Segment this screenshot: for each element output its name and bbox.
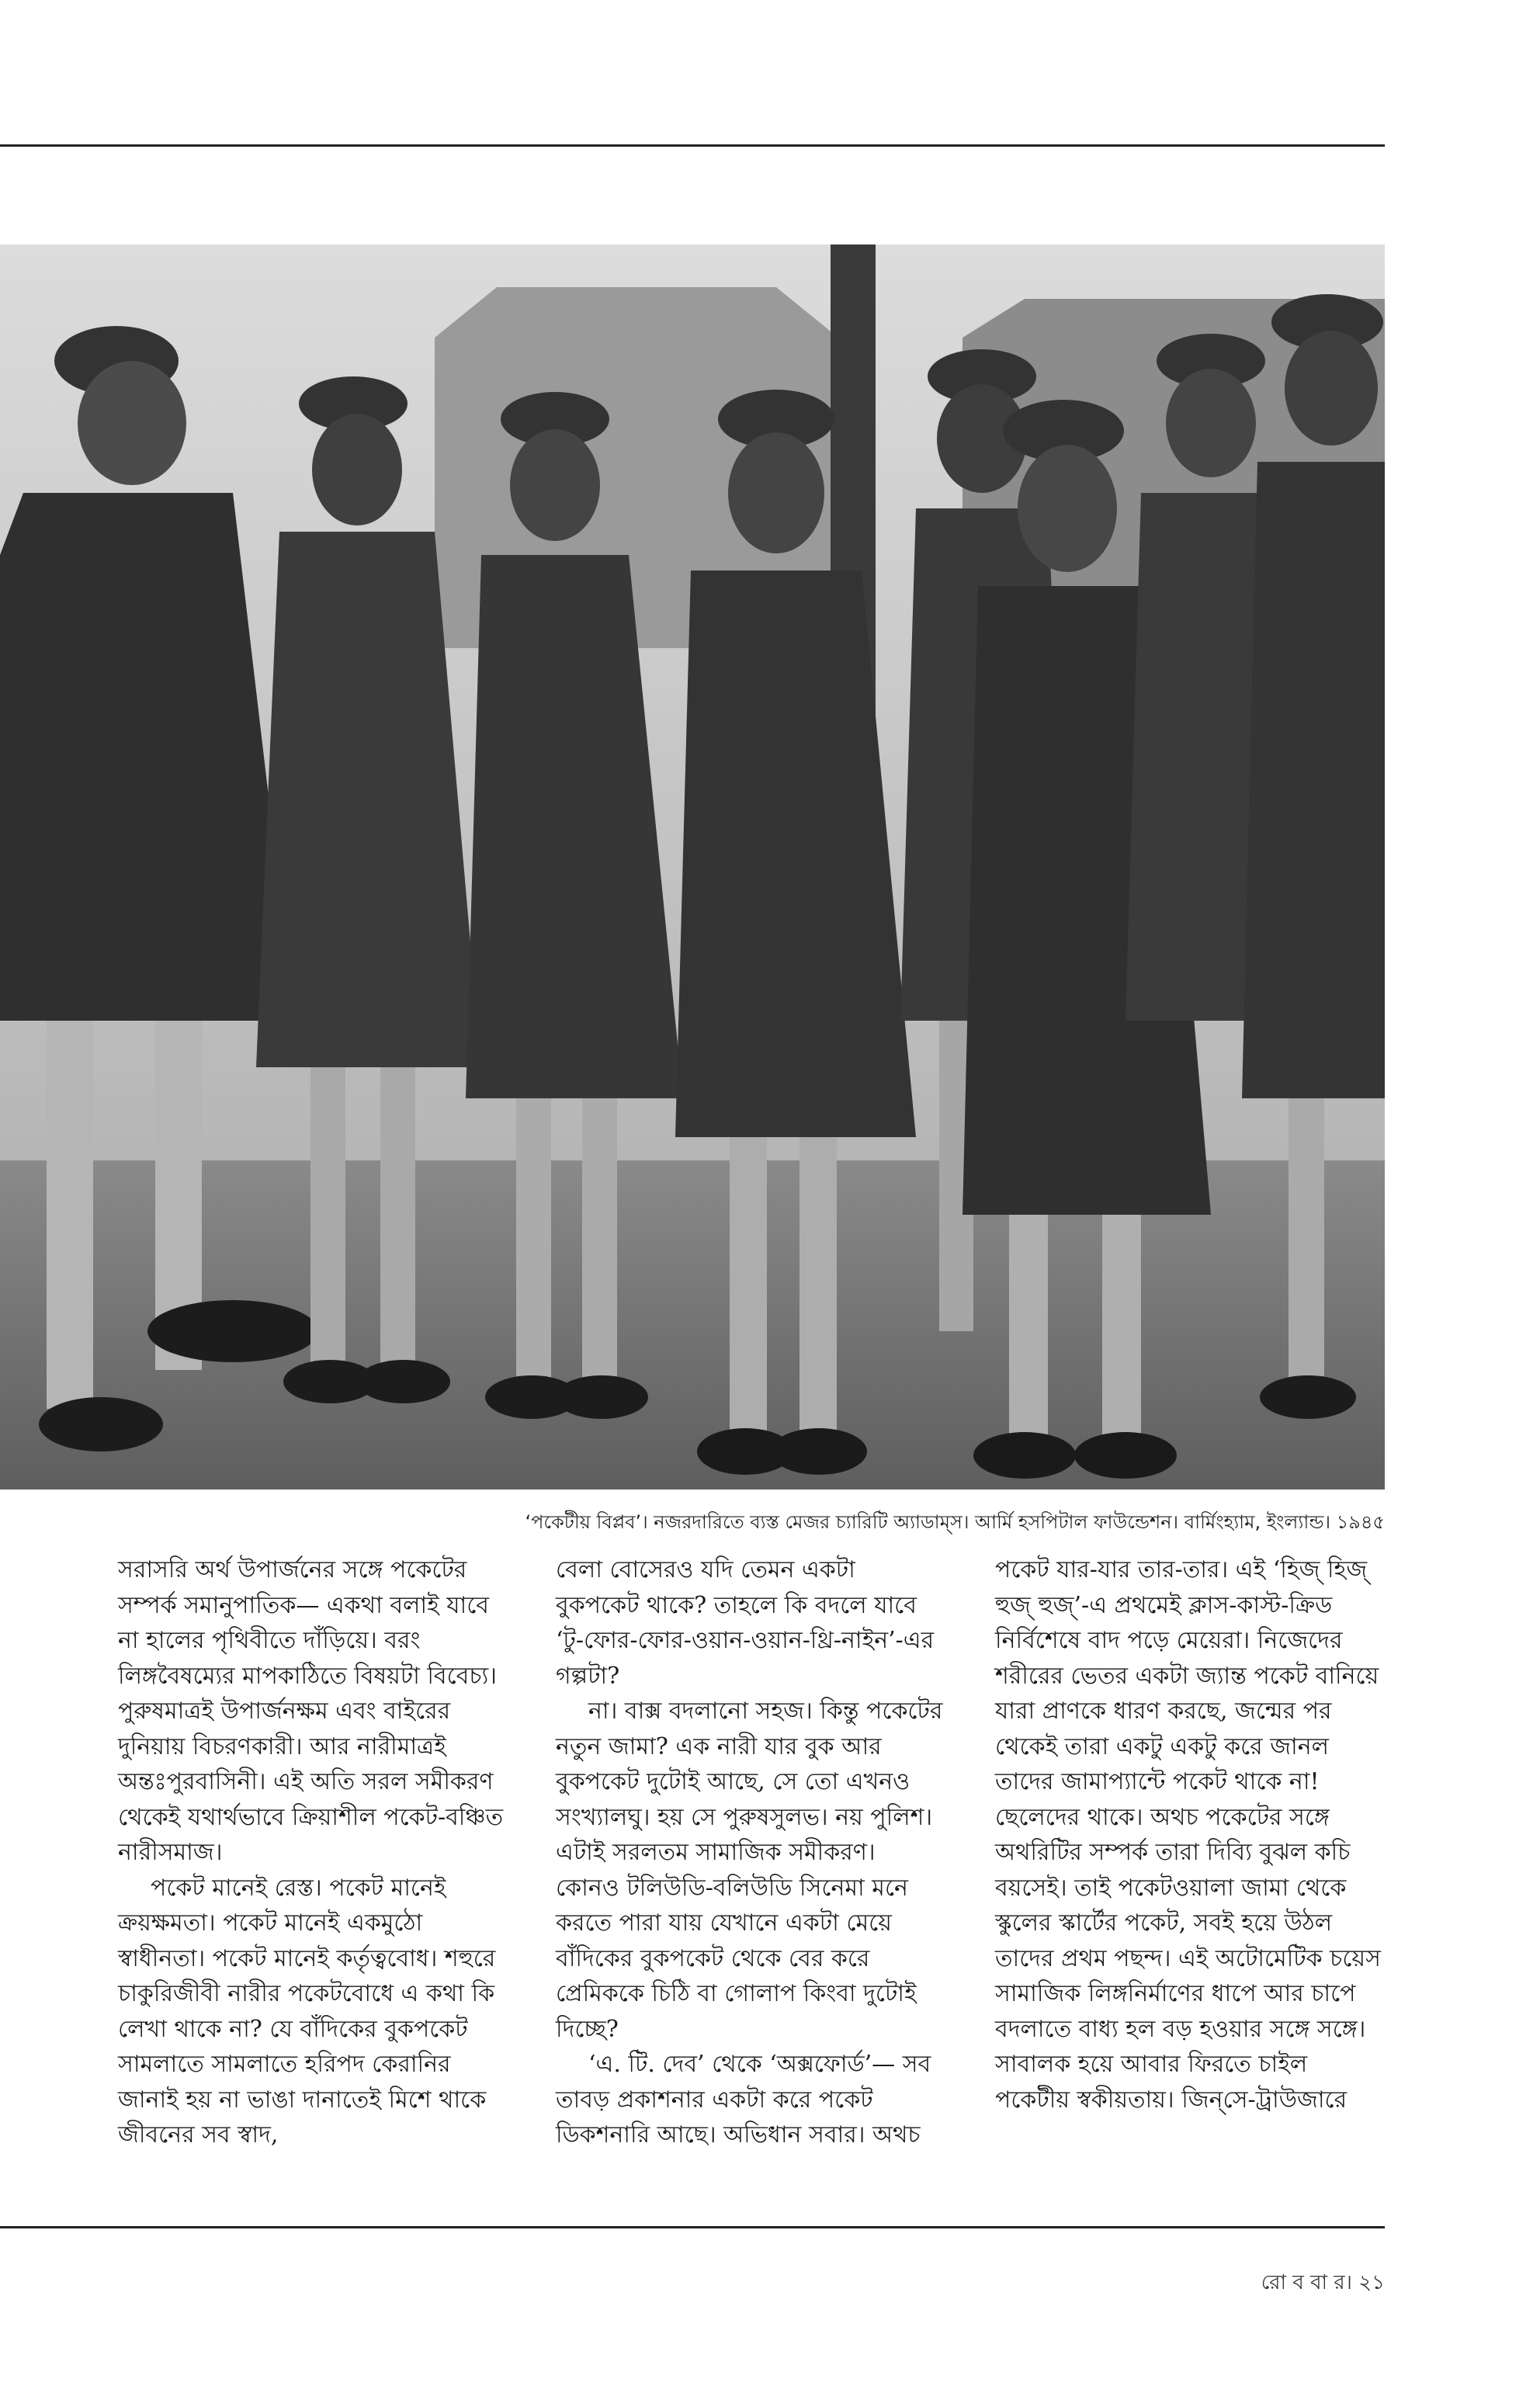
text-column-1: [118, 1552, 506, 2153]
photo-illustration: [0, 245, 1385, 1490]
photo-uniformed-women: [0, 245, 1385, 1490]
photo-caption: ‘পকেটীয় বিপ্লব’। নজরদারিতে ব্যস্ত মেজর চ্যারিটি অ্যাডাম্‌স। আর্মি হসপিটাল ফাউন্ডেশন। বার্মিংহ্যাম, ইংল্যান্ড। ১৯৪৫: [525, 1511, 1385, 1533]
text-column-2: [556, 1552, 944, 2153]
paragraph: ‘এ. টি. দেব’ থেকে ‘অক্সফোর্ড’— সব তাবড় প্রকাশনার একটা করে পকেট ডিকশনারি আছে। অভিধান সবার। অথচ: [556, 2051, 931, 2148]
paragraph: পকেট যার-যার তার-তার। এই ‘হিজ্ হিজ্ হুজ্ হুজ্’-এ প্রথমেই ক্লাস-কাস্ট-ক্রিড নির্বিশেষে বাদ পড়ে মেয়েরা। নিজেদের শরীরের ভেতর একটা জ্যান্ত পকেট বানিয়ে যারা প্রাণকে ধারণ করছে, জন্মের পর থেকেই তারা একটু একটু করে জানল তাদের জামাপ্যান্টে পকেট থাকে না! ছেলেদের থাকে। অথচ পকেটের সঙ্গে অথরিটির সম্পর্ক তারা দিব্যি বুঝল কচি বয়সেই। তাই পকেটওয়ালা জামা থেকে স্কুলের স্কার্টের পকেট, সবই হয়ে উঠল তাদের প্রথম পছন্দ। এই অটোমেটিক চয়েস সামাজিক লিঙ্গনির্মাণের ধাপে আর চাপে বদলাতে বাধ্য হল বড় হওয়ার সঙ্গে সঙ্গে। সাবালক হয়ে আবার ফিরতে চাইল পকেটীয় স্বকীয়তায়। জিন্‌সে-ট্রাউজারে: [995, 1556, 1381, 2114]
text-column-3: [995, 1552, 1383, 2117]
paragraph: না। বাক্স বদলানো সহজ। কিন্তু পকেটের নতুন জামা? এক নারী যার বুক আর বুকপকেট দুটোই আছে, সে তো এখনও সংখ্যালঘু। হয় সে পুরুষসুলভ। নয় পুলিশ। এটাই সরলতম সামাজিক সমীকরণ। কোনও টলিউডি-বলিউডি সিনেমা মনে করতে পারা যায় যেখানে একটা মেয়ে বাঁদিকের বুকপকেট থেকে বের করে প্রেমিককে চিঠি বা গোলাপ কিংবা দুটোই দিচ্ছে?: [556, 1698, 943, 2043]
paragraph: পকেট মানেই রেস্ত। পকেট মানেই ক্রয়ক্ষমতা। পকেট মানেই একমুঠো স্বাধীনতা। পকেট মানেই কর্তৃত্ববোধ। শহুরে চাকুরিজীবী নারীর পকেটবোধে এ কথা কি লেখা থাকে না? যে বাঁদিকের বুকপকেট সামলাতে সামলাতে হরিপদ কেরানির জানাই হয় না ভাঙা দানাতেই মিশে থাকে জীবনের সব স্বাদ,: [118, 1874, 496, 2148]
paragraph: বেলা বোসেরও যদি তেমন একটা বুকপকেট থাকে? তাহলে কি বদলে যাবে ‘টু-ফোর-ফোর-ওয়ান-ওয়ান-থ্রি-নাইন’-এর গল্পটা?: [556, 1556, 935, 1690]
bottom-rule: [0, 2226, 1385, 2228]
top-rule: [0, 144, 1385, 147]
paragraph: সরাসরি অর্থ উপার্জনের সঙ্গে পকেটের সম্পর্ক সমানুপাতিক— একথা বলাই যাবে না হালের পৃথিবীতে দাঁড়িয়ে। বরং লিঙ্গবৈষম্যের মাপকাঠিতে বিষয়টা বিবেচ্য। পুরুষমাত্রই উপার্জনক্ষম এবং বাইরের দুনিয়ায় বিচরণকারী। আর নারীমাত্রই অন্তঃপুরবাসিনী। এই অতি সরল সমীকরণ থেকেই যথার্থভাবে ক্রিয়াশীল পকেট-বঞ্চিত নারীসমাজ।: [118, 1556, 504, 1866]
page-folio: রো ব বা র। ২১: [1261, 2271, 1385, 2294]
